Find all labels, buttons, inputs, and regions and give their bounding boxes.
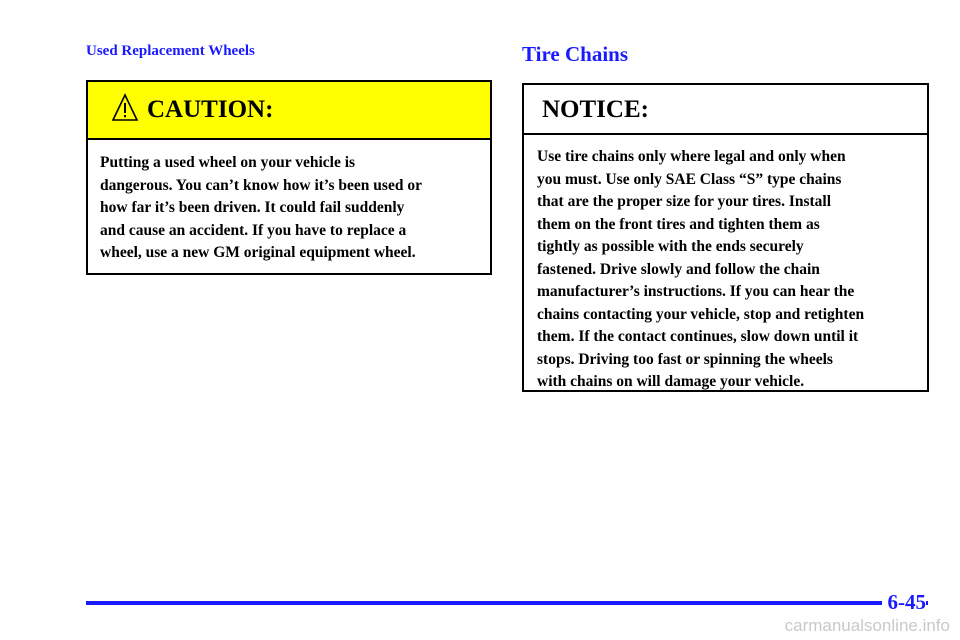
- notice-text: Use tire chains only where legal and only when you must. Use only SAE Class “S” type chains that are the proper size for your tires. Install them on the front tires and tighten them as tightly as possible with the ends securely fastened. Drive slowly and follow the chain manufacturer’s instructions. If you can hear the chains contacting your vehicle, stop and retighten them. If the contact continues, slow down until it stops. Driving too fast or spinning the wheels with chains on will damage your vehicle.: [537, 148, 865, 390]
- notice-header: [524, 85, 927, 135]
- tire-chains-heading: Tire Chains: [522, 42, 629, 66]
- watermark: carmanualsonline.info: [784, 616, 950, 635]
- caution-text: Putting a used wheel on your vehicle is dangerous. You can’t know how it’s been used or how far it’s been driven. It could fail suddenly and cause an accident. If you have to replace a wheel, use a new GM original equipment wheel.: [100, 154, 422, 261]
- used-replacement-wheels-subheading: Used Replacement Wheels: [86, 43, 255, 59]
- caution-box: [86, 80, 492, 275]
- footer-divider: [86, 601, 928, 605]
- notice-box: [522, 83, 929, 392]
- caution-header: [88, 82, 490, 140]
- caution-title: CAUTION:: [147, 96, 274, 123]
- page-number: 6-45: [882, 590, 927, 615]
- notice-title: NOTICE:: [542, 96, 649, 123]
- warning-triangle-icon: [111, 93, 139, 123]
